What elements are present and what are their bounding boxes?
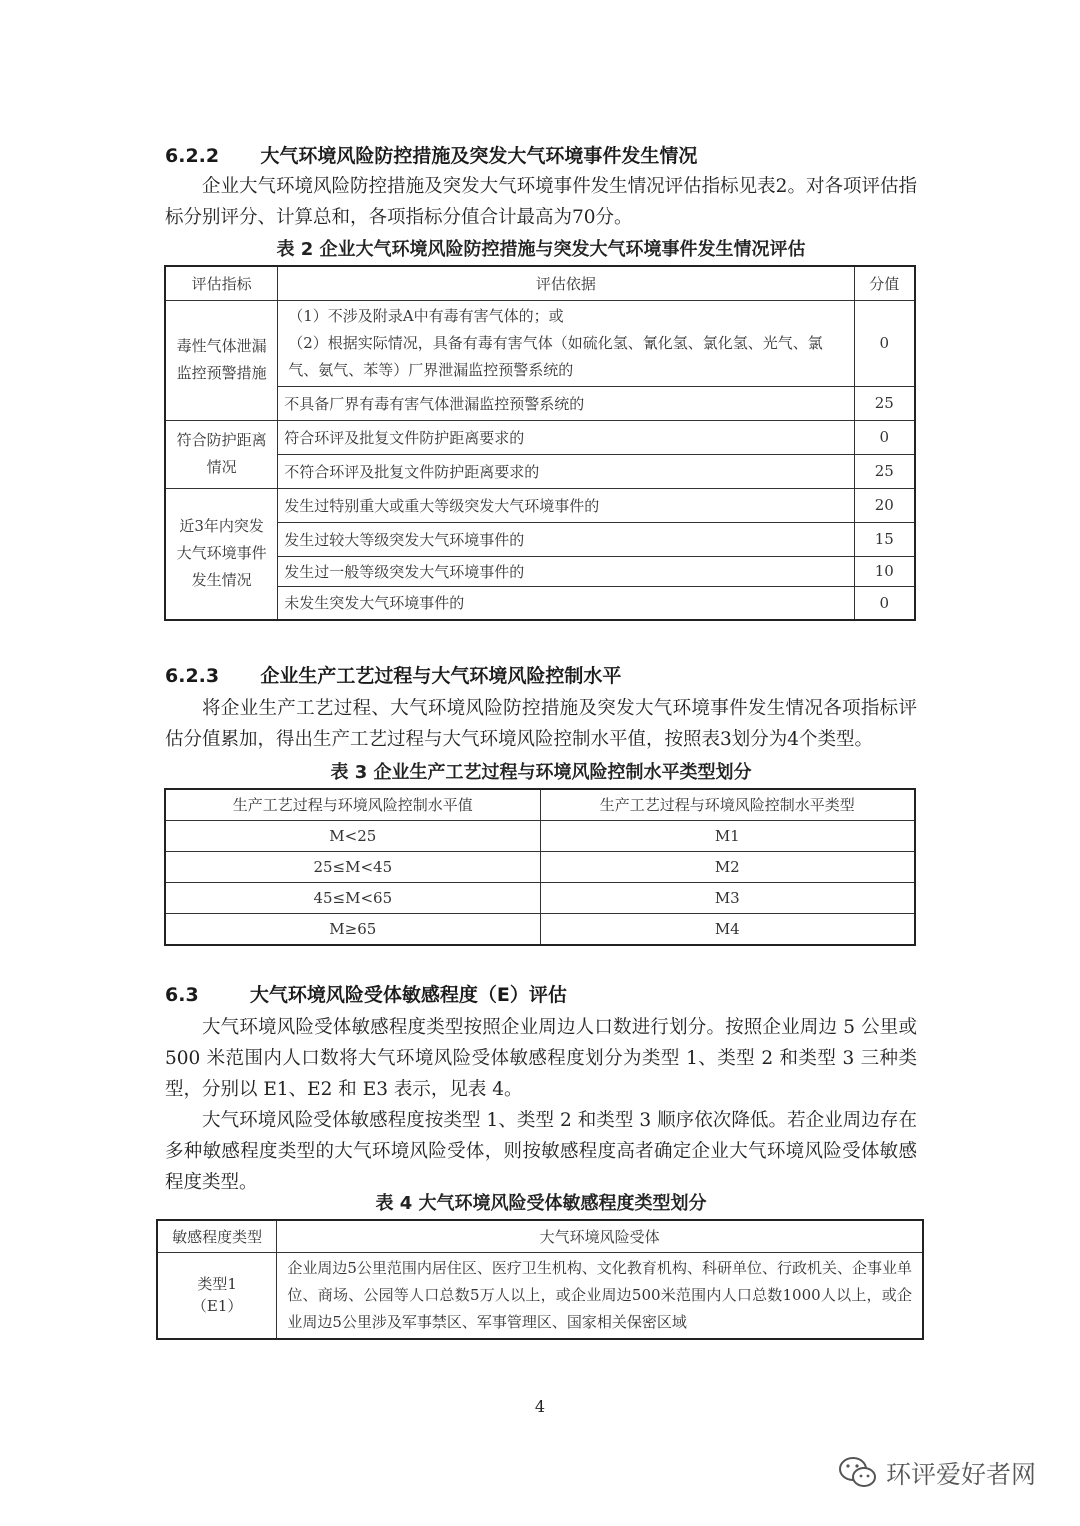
criterion-cell: 发生过较大等级突发大气环境事件的	[278, 522, 854, 556]
section-title: 大气环境风险防控措施及突发大气环境事件发生情况	[260, 145, 698, 167]
criterion-cell: 发生过一般等级突发大气环境事件的	[278, 556, 854, 586]
indicator-cell: 毒性气体泄漏监控预警措施	[165, 300, 278, 420]
section-heading-6-3	[165, 980, 567, 1007]
header-cell: 分值	[854, 266, 915, 300]
criterion-cell: 发生过特别重大或重大等级突发大气环境事件的	[278, 488, 854, 522]
header-cell: 评估指标	[165, 266, 278, 300]
indicator-cell: 符合防护距离情况	[165, 420, 278, 488]
level-type-cell: M1	[540, 820, 915, 851]
level-type-cell: M3	[540, 882, 915, 913]
table2-caption: 表 2 企业大气环境风险防控措施与突发大气环境事件发生情况评估	[276, 239, 806, 260]
section-heading-6-2-2	[165, 141, 697, 168]
section-heading-6-2-3	[165, 661, 621, 688]
criterion-cell: 不符合环评及批复文件防护距离要求的	[278, 454, 854, 488]
score-cell: 20	[854, 488, 915, 522]
table-2	[164, 265, 916, 621]
table-4	[156, 1219, 924, 1340]
header-cell: 大气环境风险受体	[277, 1220, 923, 1252]
watermark-text: 环评爱好者网	[886, 1460, 1037, 1489]
paragraph: 将企业生产工艺过程、大气环境风险防控措施及突发大气环境事件发生情况各项指标评估分值累加，得出生产工艺过程与大气环境风险控制水平值，按照表3划分为4个类型。	[165, 698, 917, 750]
section-title: 大气环境风险受体敏感程度（E）评估	[249, 984, 567, 1006]
section-number: 6.2.3	[165, 665, 220, 687]
score-cell: 25	[854, 386, 915, 420]
section-number: 6.2.2	[165, 145, 220, 167]
header-cell: 敏感程度类型	[157, 1220, 277, 1252]
table-row	[165, 556, 915, 586]
table-row	[165, 300, 915, 386]
level-value-cell: M<25	[165, 820, 540, 851]
level-value-cell: 25≤M<45	[165, 851, 540, 882]
indicator-cell: 近3年内突发大气环境事件发生情况	[165, 488, 278, 620]
score-cell: 0	[854, 420, 915, 454]
table-row	[165, 386, 915, 420]
table3-caption: 表 3 企业生产工艺过程与环境风险控制水平类型划分	[330, 762, 752, 783]
criterion-cell: 未发生突发大气环境事件的	[278, 586, 854, 620]
table-row	[165, 851, 915, 882]
section-number: 6.3	[165, 984, 199, 1006]
watermark	[838, 1455, 1036, 1491]
score-cell: 0	[854, 586, 915, 620]
criterion-cell: 符合环评及批复文件防护距离要求的	[278, 420, 854, 454]
page-number: 4	[534, 1397, 546, 1416]
sensitivity-type-cell: 类型1 （E1）	[157, 1252, 277, 1339]
level-type-cell: M2	[540, 851, 915, 882]
table-row	[165, 522, 915, 556]
table-header-row	[165, 266, 915, 300]
score-cell: 0	[854, 300, 915, 386]
criterion-cell: 不具备厂界有毒有害气体泄漏监控预警系统的	[278, 386, 854, 420]
table4-caption: 表 4 大气环境风险受体敏感程度类型划分	[375, 1193, 707, 1214]
receptor-cell: 企业周边5公里范围内居住区、医疗卫生机构、文化教育机构、科研单位、行政机关、企事业单位、商场、公园等人口总数5万人以上，或企业周边500米范围内人口总数1000人以上，或企业周边5公里涉及军事禁区、军事管理区、国家相关保密区域	[277, 1252, 923, 1339]
table-row	[165, 820, 915, 851]
table-3	[164, 788, 916, 946]
header-cell: 生产工艺过程与环境风险控制水平类型	[540, 789, 915, 820]
score-cell: 15	[854, 522, 915, 556]
header-cell: 生产工艺过程与环境风险控制水平值	[165, 789, 540, 820]
table-row	[157, 1252, 923, 1339]
table-row	[165, 913, 915, 945]
level-value-cell: 45≤M<65	[165, 882, 540, 913]
score-cell: 10	[854, 556, 915, 586]
criterion-cell: （1）不涉及附录A中有毒有害气体的；或 （2）根据实际情况，具备有毒有害气体（如硫化氢、氰化氢、氯化氢、光气、氯气、氨气、苯等）厂界泄漏监控预警系统的	[278, 300, 854, 386]
table-row	[165, 420, 915, 454]
score-cell: 25	[854, 454, 915, 488]
paragraph: 企业大气环境风险防控措施及突发大气环境事件发生情况评估指标见表2。对各项评估指标分别评分、计算总和，各项指标分值合计最高为70分。	[165, 176, 917, 228]
table-row	[165, 454, 915, 488]
table-row	[165, 488, 915, 522]
wechat-icon	[838, 1456, 878, 1490]
level-value-cell: M≥65	[165, 913, 540, 945]
table-header-row	[157, 1220, 923, 1252]
paragraph: 大气环境风险受体敏感程度类型按照企业周边人口数进行划分。按照企业周边 5 公里或 500 米范围内人口数将大气环境风险受体敏感程度划分为类型 1、类型 2 和类型 3 三种类型，分别以 E1、E2 和 E3 表示，见表 4。 大气环境风险受体敏感程度按类型 1、类型 2 和类型 3 顺序依次降低。若企业周边存在多种敏感程度类型的大气环境风险受体，则按敏感程度高者确定企业大气环境风险受体敏感程度类型。	[165, 1017, 917, 1193]
header-cell: 评估依据	[278, 266, 854, 300]
level-type-cell: M4	[540, 913, 915, 945]
table-row	[165, 586, 915, 620]
section-title: 企业生产工艺过程与大气环境风险控制水平	[260, 665, 622, 687]
table-row	[165, 882, 915, 913]
table-header-row	[165, 789, 915, 820]
